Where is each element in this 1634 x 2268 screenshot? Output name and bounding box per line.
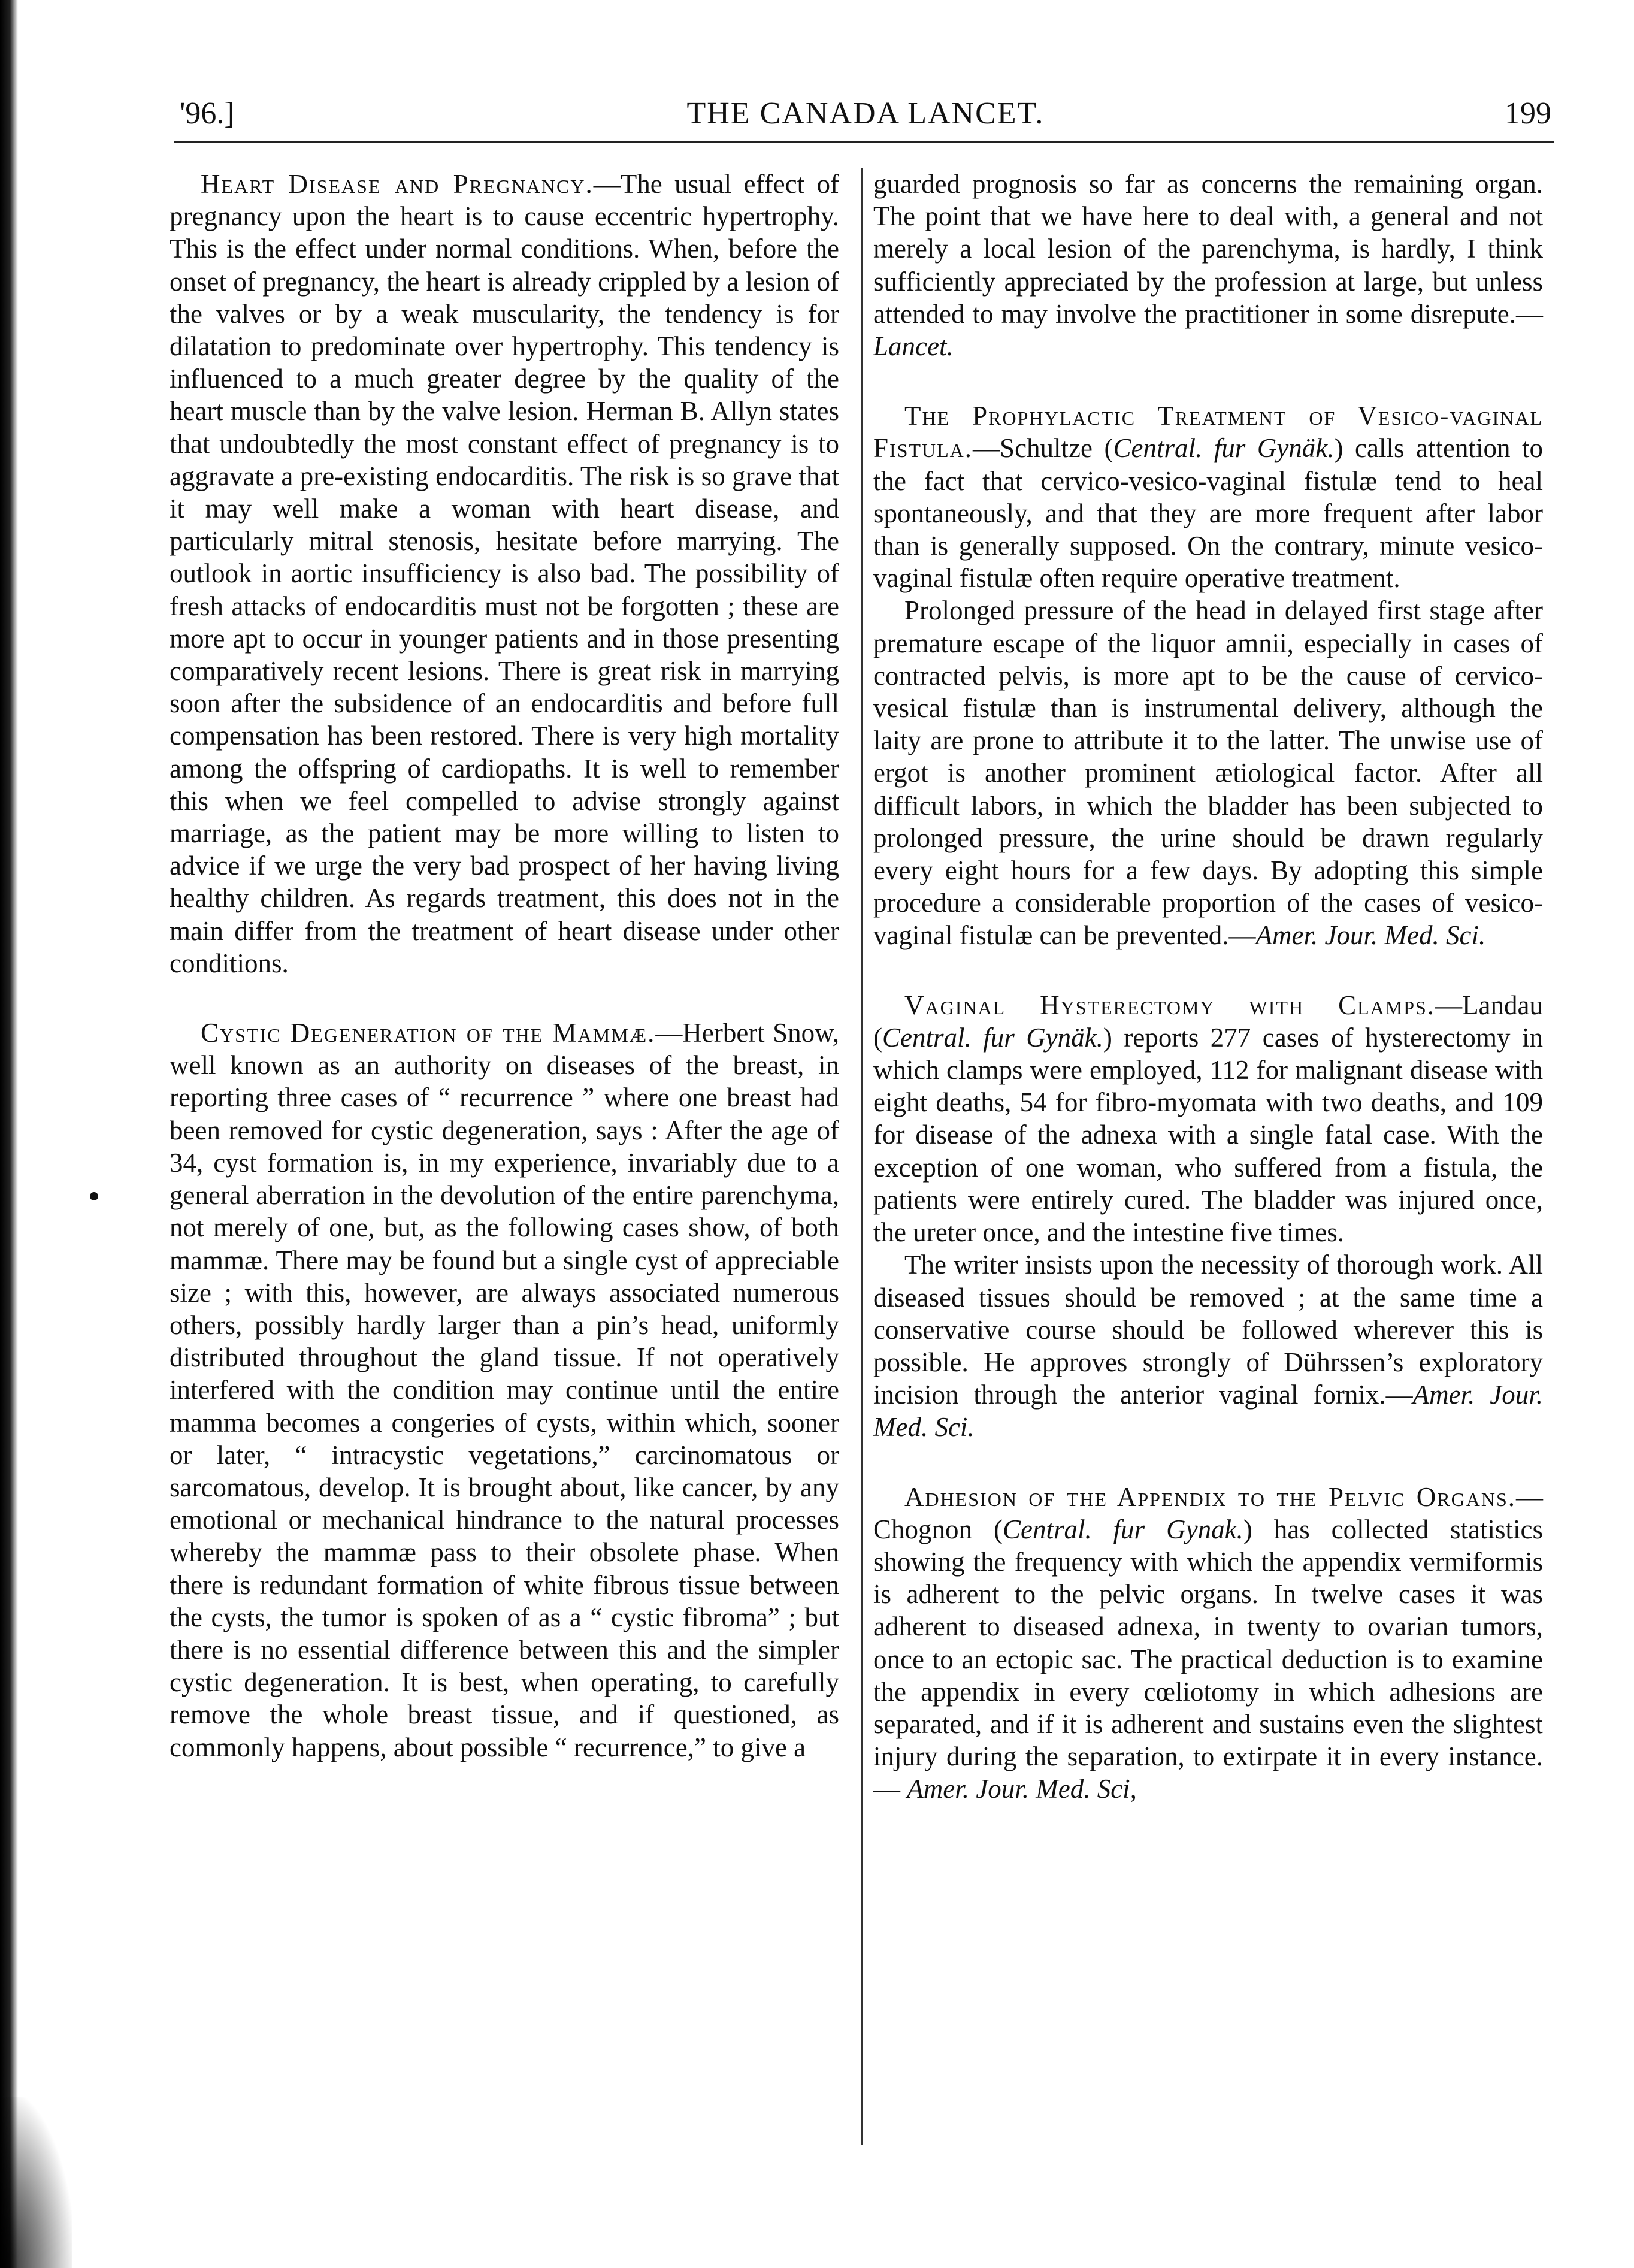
article-cystic-degeneration: [170, 1017, 839, 1764]
article-body: —Herbert Snow, well known as an authority on diseases of the breast, in reporting three cases of “ recurrence ” where one breast had been removed for cystic degeneration, says : After the age of 34, cyst formation is, in my experience, invariably due to a general aberration in the devolution of the entire parenchyma, not merely of one, but, as the following cases show, of both mammæ. There may be found but a single cyst of appreciable size ; with this, however, are always associated numerous others, possibly hardly larger than a pin’s head, uniformly distributed throughout the gland tissue. If not operatively interfered with the condition may continue until the entire mamma becomes a congeries of cysts, within which, sooner or later, “ intracystic vegetations,” carcinomatous or sarcomatous, develop. It is brought about, like cancer, by any emotional or mechanical hindrance to the natural processes whereby the mammæ pass to their obsolete phase. When there is redundant formation of white fibrous tissue between the cysts, the tumor is spoken of as a “ cystic fibroma” ; but there is no essential difference between this and the simpler cystic degeneration. It is best, when operating, to carefully remove the whole breast tissue, and if questioned, as commonly happens, about possible “ recurrence,” to give a: [170, 1018, 839, 1762]
page-binding-edge: [0, 0, 18, 2268]
source-reference: Amer. Jour. Med. Sci.: [1255, 920, 1486, 951]
article-vaginal-hysterectomy: [873, 989, 1543, 1249]
article-title: Heart Disease and Pregnancy.: [201, 169, 594, 199]
article-title: Vaginal Hysterectomy with Clamps.: [904, 990, 1436, 1020]
journal-title: THE CANADA LANCET.: [686, 96, 1045, 131]
article-intro: —Landau (: [873, 990, 1543, 1053]
journal-citation: Central. fur Gynak.: [1002, 1514, 1243, 1544]
article-body: The writer insists upon the necessity of thorough work. All diseased tissues should be removed ; at the same time a conservative course should be followed wherever this is possible. He approves strongly of Dührssen’s exploratory incision through the anterior vaginal fornix.—: [873, 1250, 1543, 1410]
source-reference: Lancet.: [873, 331, 954, 362]
journal-citation: Central. fur Gynäk.: [882, 1022, 1103, 1053]
journal-citation: Central. fur Gynäk.: [1113, 433, 1335, 464]
column-divider: [861, 168, 863, 2145]
article-body: ) calls attention to the fact that cervico-vesico-vaginal fistulæ tend to heal spontaneously, and that they are more frequent after labor than is generally supposed. On the contrary, minute vesico-vaginal fistulæ often require operative treatment.: [873, 433, 1544, 594]
source-reference: Amer. Jour. Med. Sci.: [873, 1380, 1543, 1443]
article-title: The Prophylactic Treatment of Vesico-vaginal Fistula.: [873, 401, 1543, 464]
running-header: [180, 96, 1551, 138]
source-reference: Amer. Jour. Med. Sci,: [907, 1774, 1137, 1804]
article-body: Prolonged pressure of the head in delayed first stage after premature escape of the liquor amnii, especially in cases of contracted pelvis, is more apt to be the cause of cervico-vesical fistulæ than is instrumental delivery, although the laity are prone to attribute it to the latter. The unwise use of ergot is another prominent ætiological factor. After all difficult labors, in which the bladder has been subjected to prolonged pressure, the urine should be drawn regularly every eight hours for a few days. By adopting this simple procedure a considerable proportion of the cases of vesico-vaginal fistulæ can be prevented.—: [873, 595, 1543, 951]
article-body: guarded prognosis so far as concerns the remaining organ. The point that we have here to deal with, a general and not merely a local lesion of the parenchyma, is hardly, I think sufficiently appreciated by the profession at large, but unless attended to may involve the practitioner in some disrepute.—: [873, 169, 1543, 329]
article-body: ) has collected statistics showing the frequency with which the appendix vermiformis is adherent to the pelvic organs. In twelve cases it was adherent to diseased adnexa, in twenty to ovarian tumors, once to an ectopic sac. The practical deduction is to examine the appendix in every cœliotomy in which adhesions are separated, and if it is adherent and sustains even the slightest injury during the separation, to extirpate it in every instance. —: [873, 1514, 1544, 1804]
article-body: ) reports 277 cases of hysterectomy in which clamps were employed, 112 for malignant disease with eight deaths, 54 for fibro-myomata with two deaths, and 109 for disease of the adnexa with a single fatal case. With the exception of one woman, who suffered from a fistula, the patients were entirely cured. The bladder was injured once, the ureter once, and the intestine five times.: [873, 1022, 1543, 1248]
article-paragraph: [873, 594, 1543, 951]
article-intro: —Schultze (: [973, 433, 1113, 464]
right-column: [873, 168, 1543, 1806]
article-body: —The usual effect of pregnancy upon the heart is to cause eccentric hypertrophy. This is the effect under normal conditions. When, before the onset of pregnancy, the heart is already crippled by a lesion of the valves or by a weak muscularity, the tendency is for dilatation to predominate over hypertrophy. This tendency is influenced to a much greater degree by the quality of the heart muscle than by the valve lesion. Herman B. Allyn states that undoubtedly the most constant effect of pregnancy is to aggravate a pre-existing endocarditis. The risk is so grave that it may well make a woman with heart disease, and particularly mitral stenosis, hesitate before marrying. The outlook in aortic insufficiency is also bad. The possibility of fresh attacks of endocarditis must not be forgotten ; these are more apt to occur in younger patients and in those presenting comparatively recent lesions. There is great risk in marrying soon after the subsidence of an endocarditis and before full compensation has been restored. There is very high mortality among the offspring of cardiopaths. It is well to remember this when we feel compelled to advise strongly against marriage, as the patient may be more willing to listen to advice if we urge the very bad prospect of her having living healthy children. As regards treatment, this does not in the main differ from the treatment of heart disease under other conditions.: [170, 169, 839, 978]
article-prophylactic-treatment: [873, 400, 1543, 594]
article-title: Adhesion of the Appendix to the Pelvic Organs.: [904, 1481, 1516, 1512]
scan-smudge: [0, 2097, 72, 2268]
article-appendix-adhesion: [873, 1481, 1543, 1806]
article-intro: —Chognon (: [873, 1481, 1543, 1544]
article-title: Cystic Degeneration of the Mammæ.: [201, 1018, 656, 1048]
margin-mark: [90, 1192, 98, 1200]
article-paragraph: [873, 1248, 1543, 1443]
header-rule: [174, 141, 1554, 143]
page-number: 199: [1505, 96, 1551, 131]
left-column: [170, 168, 839, 1764]
article-heart-disease: [170, 168, 839, 979]
article-continuation: [873, 168, 1543, 362]
volume-year: '96.]: [180, 96, 235, 131]
